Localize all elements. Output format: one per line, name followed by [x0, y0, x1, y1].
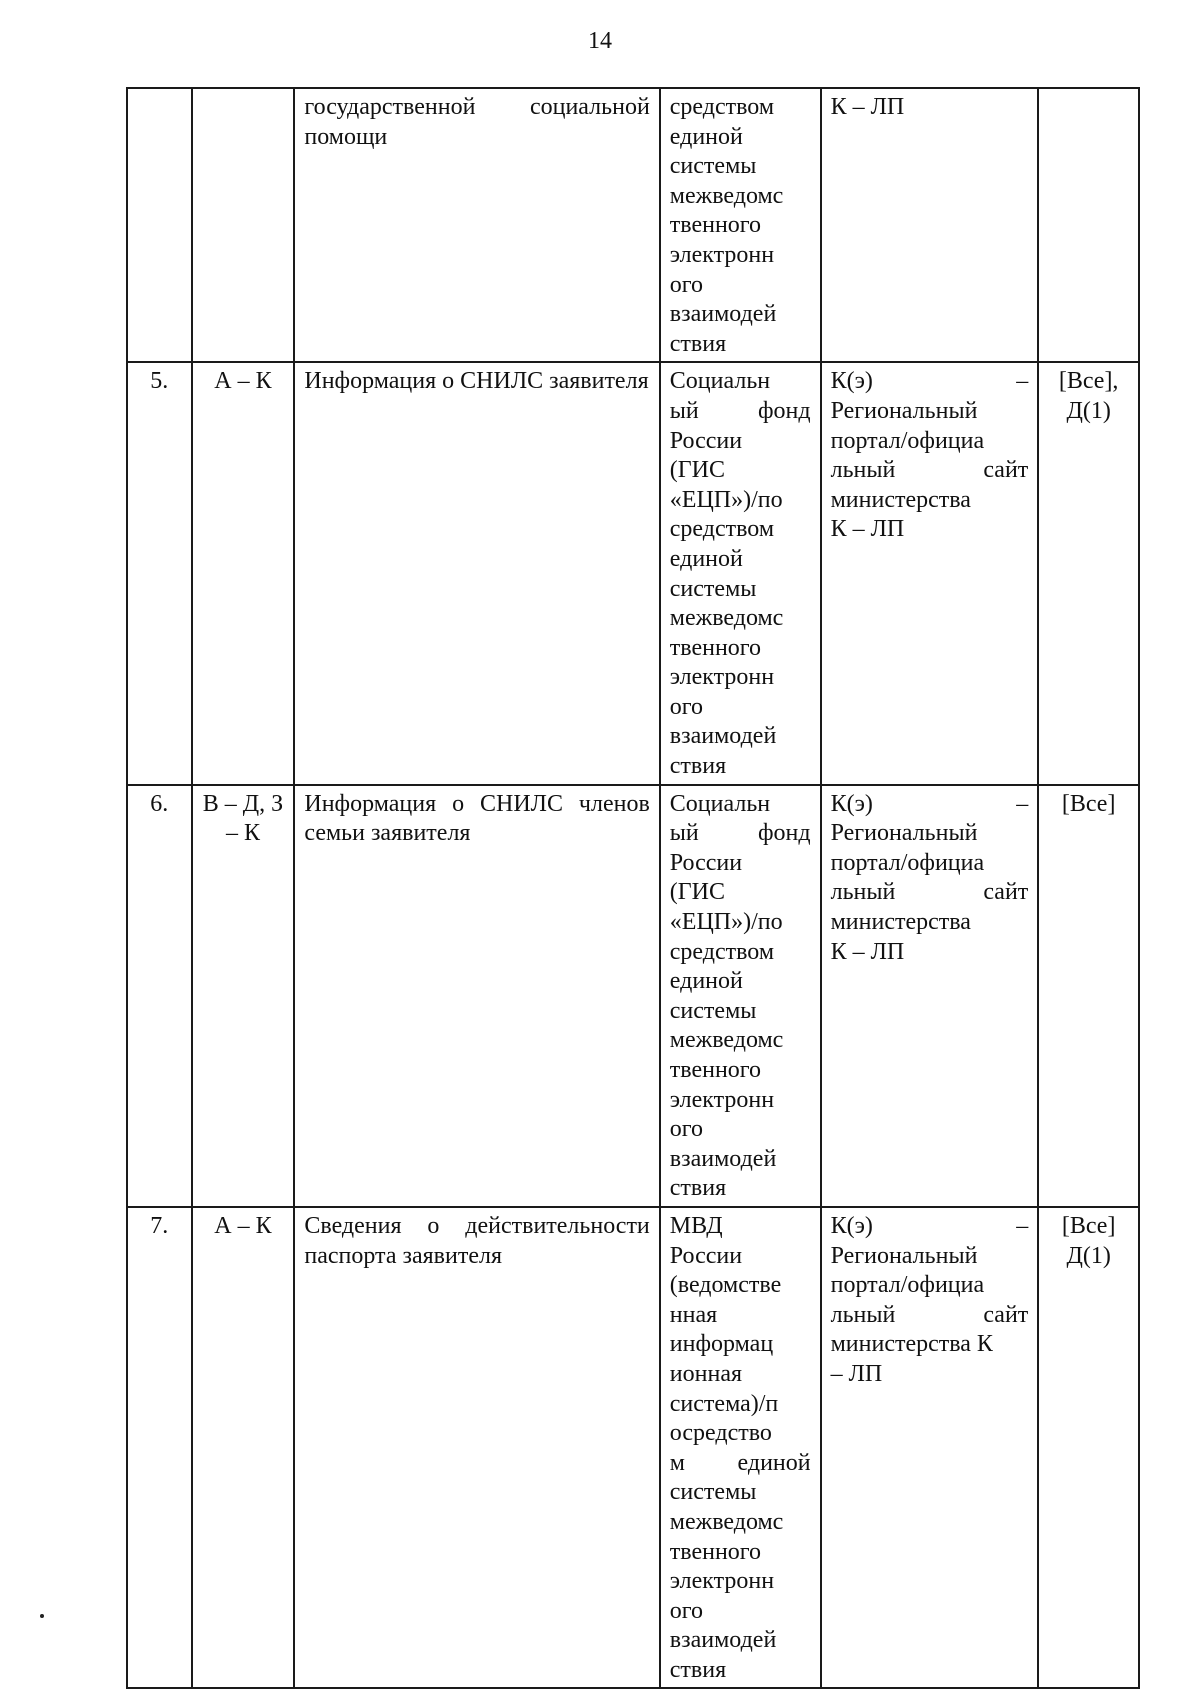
source-line: средством — [669, 94, 775, 120]
source-line: межведомс — [669, 1027, 784, 1054]
source-line: единой — [669, 545, 743, 572]
source-line: электронн — [669, 1086, 775, 1113]
source-line: единой — [669, 968, 743, 995]
source-cell — [660, 785, 821, 1207]
row-number-cell — [127, 88, 192, 362]
source-line: электронн — [669, 1568, 775, 1595]
source-line: России — [669, 427, 743, 454]
code-cell — [192, 88, 295, 362]
source-line: России — [669, 1242, 743, 1269]
source-line: взаимодей — [669, 301, 777, 328]
source-line: ый фонд — [669, 397, 811, 424]
source-line: ствия — [669, 753, 727, 780]
table-row — [127, 362, 1139, 784]
source-cell — [660, 88, 821, 362]
info-cell: Информация о СНИЛС членов семьи заявителя — [294, 785, 659, 1207]
channel-line: К(э) – — [830, 1212, 1029, 1239]
source-line: нная — [669, 1301, 718, 1328]
source-line: системы — [669, 997, 757, 1024]
source-line: Социальн — [669, 368, 771, 395]
source-line: единой — [669, 123, 743, 150]
source-line: Социальн — [669, 790, 771, 817]
channel-cell — [821, 1207, 1039, 1689]
flag-line: Д(1) — [1066, 1242, 1111, 1269]
source-cell — [660, 1207, 821, 1689]
channel-line: портал/официа — [830, 427, 985, 454]
flag-line: [Все] — [1061, 1212, 1116, 1239]
source-line: системы — [669, 1479, 757, 1506]
channel-line: льный сайт — [830, 1301, 1029, 1328]
flag-cell — [1038, 785, 1139, 1207]
channel-line: льный сайт — [830, 457, 1029, 484]
channel-cell — [821, 785, 1039, 1207]
source-line: ого — [669, 271, 704, 298]
channel-line: министерства К — [830, 1331, 993, 1358]
channel-cell — [821, 88, 1039, 362]
source-line: ионная — [669, 1360, 743, 1387]
source-line: твенного — [669, 212, 762, 239]
channel-line: министерства — [830, 486, 971, 513]
source-line: «ЕЦП»)/по — [669, 909, 783, 936]
source-line: России — [669, 849, 743, 876]
source-line: ствия — [669, 1656, 727, 1683]
channel-line: Региональный — [830, 397, 978, 424]
flag-cell — [1038, 1207, 1139, 1689]
source-line: «ЕЦП»)/по — [669, 486, 783, 513]
row-number-cell: 6. — [127, 785, 192, 1207]
channel-line: К – ЛП — [830, 516, 905, 543]
channel-line: К(э) – — [830, 368, 1029, 395]
source-line: взаимодей — [669, 723, 777, 750]
source-line: ого — [669, 693, 704, 720]
channel-line: портал/официа — [830, 1272, 985, 1299]
flag-cell — [1038, 362, 1139, 784]
source-line: (ГИС — [669, 457, 725, 484]
channel-line: – ЛП — [830, 1360, 883, 1387]
source-line: системы — [669, 575, 757, 602]
source-line: твенного — [669, 1538, 762, 1565]
row-number-cell: 7. — [127, 1207, 192, 1689]
row-number-cell: 5. — [127, 362, 192, 784]
source-line: (ГИС — [669, 879, 725, 906]
table-row — [127, 1207, 1139, 1689]
source-line: твенного — [669, 634, 762, 661]
source-line: м единой — [669, 1449, 811, 1476]
channel-line: министерства — [830, 909, 971, 936]
source-line: электронн — [669, 664, 775, 691]
info-cell: государственной социальной помощи — [294, 88, 659, 362]
source-line: ого — [669, 1597, 704, 1624]
channel-line: Региональный — [830, 820, 978, 847]
source-line: взаимодей — [669, 1627, 777, 1654]
channel-line: льный сайт — [830, 879, 1029, 906]
source-line: средством — [669, 938, 775, 965]
source-line: межведомс — [669, 605, 784, 632]
source-line: информац — [669, 1331, 774, 1358]
channel-line: К – ЛП — [830, 938, 905, 965]
source-line: ый фонд — [669, 820, 811, 847]
code-cell: А – К — [192, 1207, 295, 1689]
channel-line: портал/официа — [830, 849, 985, 876]
code-cell: А – К — [192, 362, 295, 784]
source-line: твенного — [669, 1057, 762, 1083]
data-table — [126, 87, 1140, 1689]
source-line: ствия — [669, 1175, 727, 1202]
code-cell: В – Д, З – К — [192, 785, 295, 1207]
source-line: ствия — [669, 330, 727, 357]
source-line: взаимодей — [669, 1145, 777, 1172]
source-line: электронн — [669, 241, 775, 268]
source-line: система)/п — [669, 1390, 779, 1417]
source-line: межведомс — [669, 182, 784, 209]
flag-line: [Все], — [1058, 368, 1119, 395]
source-line: МВД — [669, 1212, 723, 1239]
source-line: осредство — [669, 1420, 772, 1447]
source-line: ого — [669, 1116, 704, 1143]
page-number: 14 — [588, 28, 612, 54]
channel-line: Региональный — [830, 1242, 978, 1269]
flag-line: [Все] — [1061, 790, 1116, 817]
source-line: системы — [669, 153, 757, 180]
table-row — [127, 785, 1139, 1207]
flag-cell — [1038, 88, 1139, 362]
channel-cell — [821, 362, 1039, 784]
info-cell: Сведения о действительности паспорта заявителя — [294, 1207, 659, 1689]
source-cell — [660, 362, 821, 784]
scan-speck — [40, 1614, 44, 1618]
source-line: (ведомстве — [669, 1272, 782, 1299]
channel-line: К – ЛП — [830, 94, 905, 120]
source-line: межведомс — [669, 1508, 784, 1535]
info-cell: Информация о СНИЛС заявителя — [294, 362, 659, 784]
channel-line: К(э) – — [830, 790, 1029, 817]
table-row — [127, 88, 1139, 362]
flag-line: Д(1) — [1066, 397, 1111, 424]
source-line: средством — [669, 516, 775, 543]
